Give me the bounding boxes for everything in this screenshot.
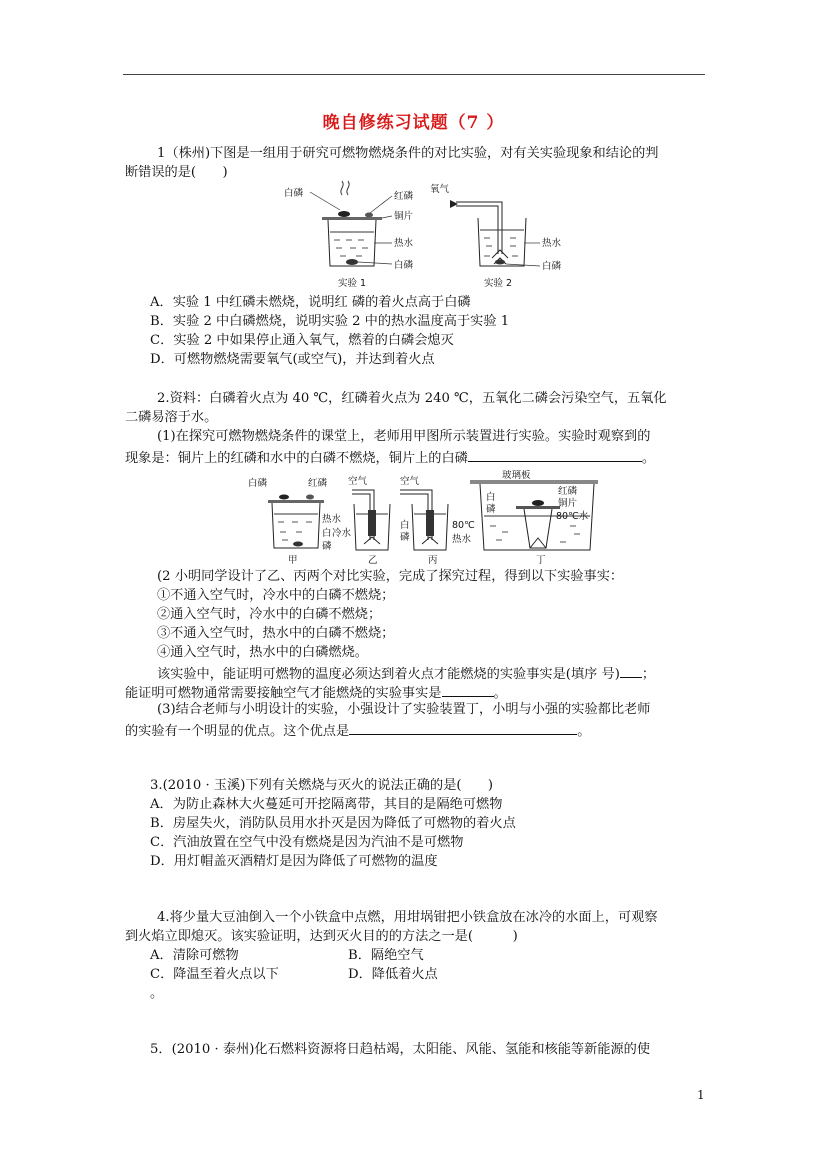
q3-option-b: B．房屋失火，消防队员用水扑灭是因为降低了可燃物的着火点 xyxy=(150,816,516,831)
q2-line4-end: 。 xyxy=(641,451,656,466)
q2-label-baipin: 白磷 xyxy=(248,478,268,489)
q2-fact-1: ①不通入空气时，冷水中的白磷不燃烧； xyxy=(157,588,395,603)
q2-label-baipin-c: 白 xyxy=(400,520,410,531)
q4-option-c: C．降温至着火点以下 xyxy=(150,967,279,982)
q2-label-bai: 白 xyxy=(486,492,496,503)
page-number: 1 xyxy=(697,1088,705,1102)
q2-label-t80water: 80℃水 xyxy=(556,511,589,522)
q2-line4 xyxy=(125,447,655,468)
q2-line13 xyxy=(125,720,590,741)
q2-label-pin: 磷 xyxy=(486,504,496,515)
q1-label-reshui: 热水 xyxy=(394,238,414,249)
header-rule xyxy=(123,74,705,75)
q1-label-exp2: 实验 2 xyxy=(484,278,513,289)
q2-line11 xyxy=(125,682,507,703)
q2-line4-text: 现象是：铜片上的红磷和水中的白磷不燃烧，铜片上的白磷 xyxy=(125,451,468,466)
q1-label-baipin2: 白磷 xyxy=(394,260,414,271)
q1-option-b: B．实验 2 中白磷燃烧，说明实验 2 中的热水温度高于实验 1 xyxy=(150,314,510,329)
q2-label-ding: 丁 xyxy=(536,555,546,566)
q1-option-c: C．实验 2 中如果停止通入氧气，燃着的白磷会熄灭 xyxy=(150,333,454,348)
q2-answer-blank-2[interactable] xyxy=(620,663,642,678)
q1-label-reshui2: 热水 xyxy=(542,238,562,249)
q2-line10-text: 该实验中，能证明可燃物的温度必须达到着火点才能燃烧的实验事实是(填序 号) xyxy=(157,667,620,682)
q4-option-a: A．清除可燃物 xyxy=(150,948,239,963)
q3-option-d: D．用灯帽盖灭酒精灯是因为降低了可燃物的温度 xyxy=(150,854,438,869)
q5-line1: 5．(2010 · 泰州)化石燃料资源将日趋枯竭，太阳能、风能、氢能和核能等新能源的使 xyxy=(150,1042,651,1057)
q1-figure xyxy=(270,180,580,292)
q1-label-tongpian: 铜片 xyxy=(394,211,414,222)
q1-stem-line1: 1（株州)下图是一组用于研究可燃物燃烧条件的对比实验，对有关实验现象和结论的判 xyxy=(157,146,659,161)
q2-line1: 2.资料：白磷着火点为 40 ℃，红磷着火点为 240 ℃，五氧化二磷会污染空气，五氧化 xyxy=(157,391,667,406)
q2-label-boliban: 玻璃板 xyxy=(502,470,531,481)
experiment1-apparatus xyxy=(310,181,392,266)
q4-trailing-dot: 。 xyxy=(150,986,164,1001)
q2-answer-blank-3[interactable] xyxy=(442,682,494,697)
q2-label-hongpin2: 红磷 xyxy=(558,486,578,497)
q4-line2: 到火焰立即熄灭。该实验证明，达到灭火目的的方法之一是( ) xyxy=(125,929,518,944)
q2-line11-text: 能证明可燃物通常需要接触空气才能燃烧的实验事实是 xyxy=(125,686,442,701)
q2-label-t80: 80℃ xyxy=(452,520,475,531)
q2-fact-3: ③不通入空气时，热水中的白磷不燃烧； xyxy=(157,626,395,641)
q2-label-baipin-a: 白 xyxy=(322,528,332,539)
q1-stem-line2: 断错误的是( ) xyxy=(125,165,228,180)
q1-label-hongpin: 红磷 xyxy=(394,191,414,202)
experiment2-apparatus xyxy=(450,200,540,266)
q2-line10-end: ； xyxy=(641,667,656,682)
q1-label-yangqi: 氧气 xyxy=(430,184,450,195)
q2-line3: (1)在探究可燃物燃烧条件的课堂上，老师用甲图所示装置进行实验。实验时观察到的 xyxy=(157,429,651,444)
apparatus-yi xyxy=(352,490,390,550)
q2-line2: 二磷易溶于水。 xyxy=(125,410,218,425)
q2-label-kongqi2: 空气 xyxy=(400,476,420,487)
q2-label-baipin-d: 磷 xyxy=(400,532,410,543)
q2-label-baipin-b: 磷 xyxy=(322,541,332,552)
q2-fact-2: ②通入空气时，冷水中的白磷不燃烧； xyxy=(157,607,382,622)
q2-label-bing: 丙 xyxy=(428,555,438,566)
q2-fact-4: ④通入空气时，热水中的白磷燃烧。 xyxy=(157,645,368,660)
q2-label-tongpian: 铜片 xyxy=(558,498,578,509)
q4-line1: 4.将少量大豆油倒入一个小铁盒中点燃，用坩埚钳把小铁盒放在冰冷的水面上，可观察 xyxy=(157,910,658,925)
q3-stem: 3.(2010 · 玉溪)下列有关燃烧与灭火的说法正确的是( ) xyxy=(150,778,494,793)
q2-label-yi: 乙 xyxy=(368,555,378,566)
q2-label-jia: 甲 xyxy=(288,555,298,566)
q2-line13-end: 。 xyxy=(577,724,591,739)
q2-label-hongpin: 红磷 xyxy=(308,478,328,489)
q4-option-d: D．降低着火点 xyxy=(348,967,438,982)
q2-figure xyxy=(240,470,610,566)
q2-label-reshui: 热水 xyxy=(322,514,342,525)
q2-label-kongqi1: 空气 xyxy=(348,476,368,487)
q1-label-exp1: 实验 1 xyxy=(338,278,367,289)
q2-answer-blank-4[interactable] xyxy=(349,720,577,735)
q2-line12: (3)结合老师与小明设计的实验，小强设计了实验装置丁，小明与小强的实验都比老师 xyxy=(157,702,651,717)
q1-label-baipin3: 白磷 xyxy=(542,261,562,272)
q3-option-c: C．汽油放置在空气中没有燃烧是因为汽油不是可燃物 xyxy=(150,835,464,850)
q2-line10 xyxy=(157,663,655,684)
page-title: 晚自修练习试题（7 ） xyxy=(322,113,505,133)
q2-label-reshui2: 热水 xyxy=(452,534,472,545)
q2-line13-text: 的实验有一个明显的优点。这个优点是 xyxy=(125,724,350,739)
q3-option-a: A．为防止森林大火蔓延可开挖隔离带，其目的是隔绝可燃物 xyxy=(150,797,503,812)
apparatus-jia xyxy=(268,495,324,549)
q4-option-b: B．隔绝空气 xyxy=(348,948,424,963)
q2-answer-blank-1[interactable] xyxy=(468,447,642,462)
q1-option-a: A．实验 1 中红磷未燃烧，说明红 磷的着火点高于白磷 xyxy=(150,295,471,310)
q2-label-lengshui: 冷水 xyxy=(332,528,352,539)
q1-label-baipin: 白磷 xyxy=(284,188,304,199)
q2-line11-end: 。 xyxy=(493,686,507,701)
q2-line5: (2 小明同学设计了乙、丙两个对比实验，完成了探究过程，得到以下实验事实： xyxy=(157,569,624,584)
q1-option-d: D．可燃物燃烧需要氧气(或空气)，并达到着火点 xyxy=(150,352,435,367)
